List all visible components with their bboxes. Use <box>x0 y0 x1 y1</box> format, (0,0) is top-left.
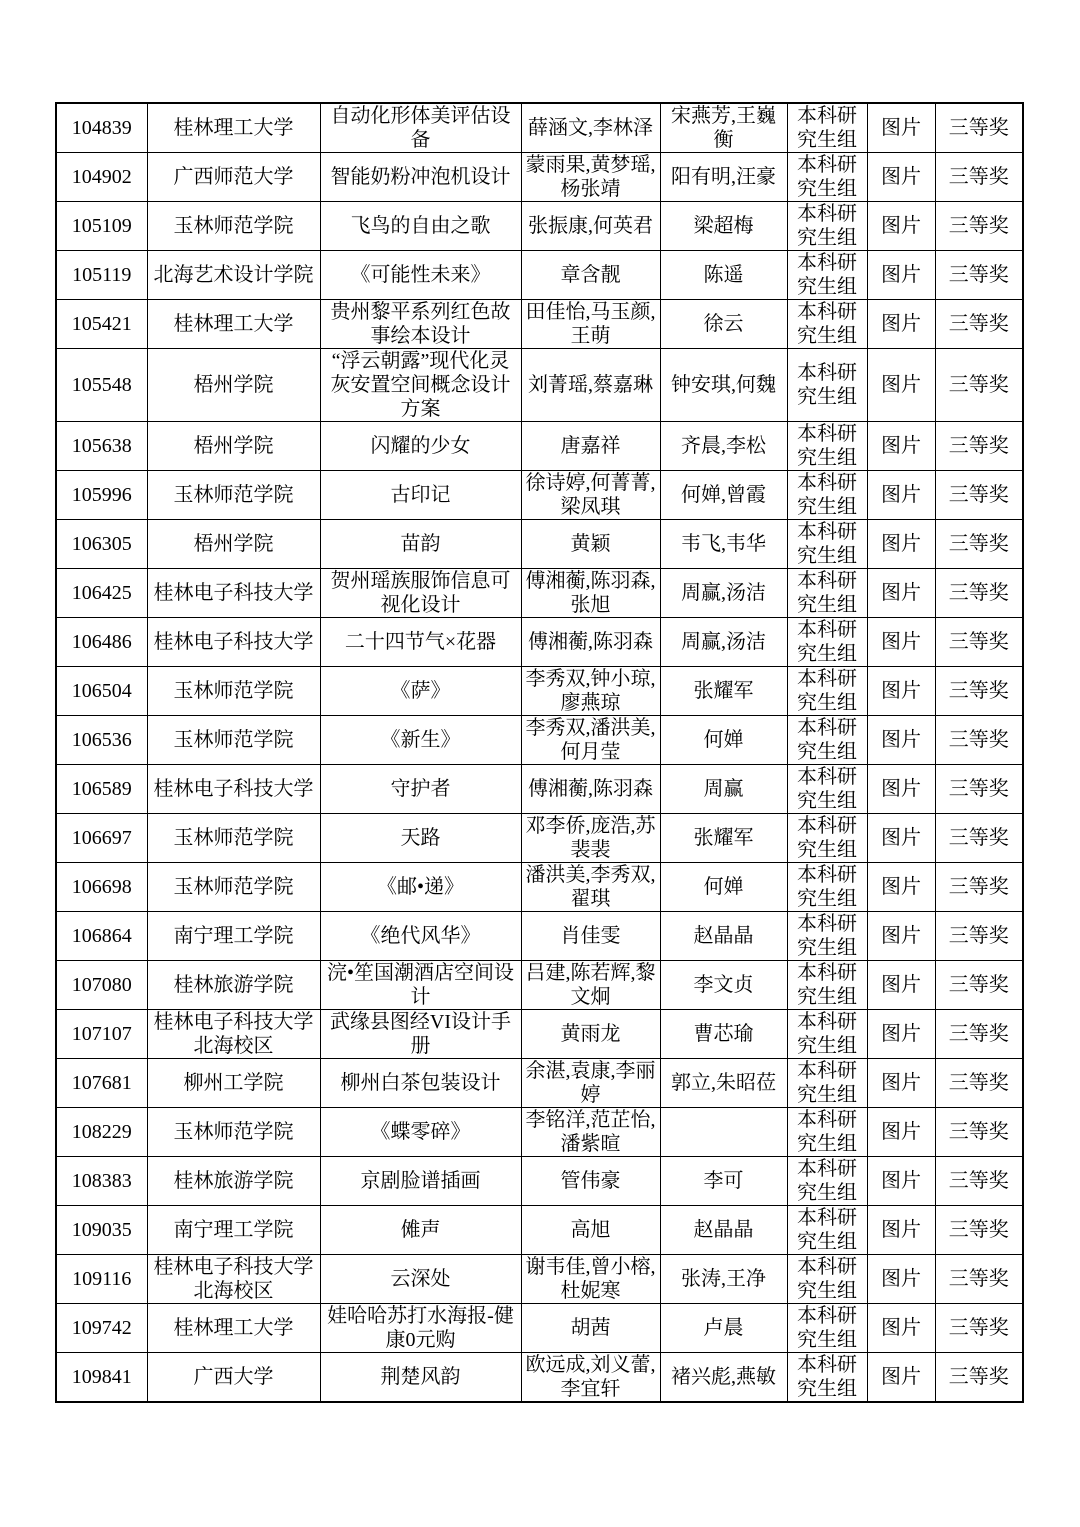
cell-authors: 黄颖 <box>521 520 660 569</box>
cell-advisors: 褚兴彪,燕敏 <box>660 1353 787 1403</box>
cell-type: 图片 <box>867 1304 935 1353</box>
cell-school: 桂林电子科技大学北海校区 <box>147 1255 320 1304</box>
cell-award: 三等奖 <box>935 1304 1023 1353</box>
cell-advisors: 张涛,王净 <box>660 1255 787 1304</box>
cell-type: 图片 <box>867 765 935 814</box>
cell-authors: 高旭 <box>521 1206 660 1255</box>
table-row <box>56 716 1023 765</box>
cell-title: 贺州瑶族服饰信息可视化设计 <box>320 569 521 618</box>
table-row <box>56 1353 1023 1403</box>
cell-type: 图片 <box>867 1157 935 1206</box>
cell-authors: 谢韦佳,曾小榕,杜妮寒 <box>521 1255 660 1304</box>
cell-id: 106697 <box>56 814 147 863</box>
cell-id: 106425 <box>56 569 147 618</box>
cell-advisors: 何婵,曾霞 <box>660 471 787 520</box>
cell-type: 图片 <box>867 471 935 520</box>
cell-type: 图片 <box>867 912 935 961</box>
cell-award: 三等奖 <box>935 1255 1023 1304</box>
cell-school: 玉林师范学院 <box>147 1108 320 1157</box>
cell-id: 105109 <box>56 202 147 251</box>
cell-award: 三等奖 <box>935 765 1023 814</box>
cell-group: 本科研究生组 <box>787 814 867 863</box>
cell-group: 本科研究生组 <box>787 667 867 716</box>
cell-school: 桂林电子科技大学 <box>147 618 320 667</box>
table-row <box>56 765 1023 814</box>
cell-type: 图片 <box>867 1108 935 1157</box>
table-row <box>56 1010 1023 1059</box>
cell-award: 三等奖 <box>935 1157 1023 1206</box>
table-row <box>56 667 1023 716</box>
cell-title: 守护者 <box>320 765 521 814</box>
cell-school: 梧州学院 <box>147 349 320 422</box>
cell-group: 本科研究生组 <box>787 1157 867 1206</box>
cell-advisors: 韦飞,韦华 <box>660 520 787 569</box>
cell-advisors: 何婵 <box>660 863 787 912</box>
cell-group: 本科研究生组 <box>787 716 867 765</box>
table-row <box>56 961 1023 1010</box>
cell-authors: 潘洪美,李秀双,翟琪 <box>521 863 660 912</box>
cell-group: 本科研究生组 <box>787 153 867 202</box>
cell-id: 106536 <box>56 716 147 765</box>
cell-id: 105548 <box>56 349 147 422</box>
cell-group: 本科研究生组 <box>787 349 867 422</box>
cell-id: 109742 <box>56 1304 147 1353</box>
cell-id: 106486 <box>56 618 147 667</box>
cell-group: 本科研究生组 <box>787 1010 867 1059</box>
table-row <box>56 1157 1023 1206</box>
table-row <box>56 863 1023 912</box>
cell-school: 梧州学院 <box>147 422 320 471</box>
cell-group: 本科研究生组 <box>787 569 867 618</box>
cell-school: 北海艺术设计学院 <box>147 251 320 300</box>
cell-school: 玉林师范学院 <box>147 814 320 863</box>
cell-authors: 张振康,何英君 <box>521 202 660 251</box>
cell-title: 荆楚风韵 <box>320 1353 521 1403</box>
cell-advisors: 李可 <box>660 1157 787 1206</box>
cell-id: 109116 <box>56 1255 147 1304</box>
cell-authors: 李秀双,钟小琼,廖燕琼 <box>521 667 660 716</box>
cell-authors: 章含靓 <box>521 251 660 300</box>
cell-group: 本科研究生组 <box>787 912 867 961</box>
cell-group: 本科研究生组 <box>787 422 867 471</box>
cell-award: 三等奖 <box>935 716 1023 765</box>
cell-authors: 肖佳雯 <box>521 912 660 961</box>
cell-advisors: 赵晶晶 <box>660 1206 787 1255</box>
cell-id: 106305 <box>56 520 147 569</box>
cell-type: 图片 <box>867 520 935 569</box>
cell-advisors: 周赢 <box>660 765 787 814</box>
cell-type: 图片 <box>867 422 935 471</box>
cell-award: 三等奖 <box>935 471 1023 520</box>
cell-id: 106864 <box>56 912 147 961</box>
cell-type: 图片 <box>867 667 935 716</box>
cell-group: 本科研究生组 <box>787 471 867 520</box>
cell-id: 106504 <box>56 667 147 716</box>
cell-type: 图片 <box>867 1010 935 1059</box>
cell-authors: 傅湘蘅,陈羽森,张旭 <box>521 569 660 618</box>
cell-type: 图片 <box>867 1059 935 1108</box>
cell-id: 104902 <box>56 153 147 202</box>
cell-title: 武缘县图经VI设计手册 <box>320 1010 521 1059</box>
cell-id: 106589 <box>56 765 147 814</box>
cell-type: 图片 <box>867 1353 935 1403</box>
cell-advisors: 郭立,朱昭莅 <box>660 1059 787 1108</box>
table-row <box>56 103 1023 153</box>
cell-award: 三等奖 <box>935 961 1023 1010</box>
cell-school: 广西大学 <box>147 1353 320 1403</box>
cell-school: 玉林师范学院 <box>147 716 320 765</box>
award-table <box>55 102 1024 1403</box>
cell-school: 桂林电子科技大学 <box>147 765 320 814</box>
cell-id: 108383 <box>56 1157 147 1206</box>
table-row <box>56 251 1023 300</box>
cell-advisors: 周赢,汤洁 <box>660 569 787 618</box>
cell-advisors: 阳有明,汪豪 <box>660 153 787 202</box>
cell-title: 云深处 <box>320 1255 521 1304</box>
cell-advisors <box>660 1108 787 1157</box>
cell-title: 《新生》 <box>320 716 521 765</box>
cell-title: 柳州白茶包装设计 <box>320 1059 521 1108</box>
cell-title: 娃哈哈苏打水海报-健康0元购 <box>320 1304 521 1353</box>
table-row <box>56 202 1023 251</box>
cell-title: 苗韵 <box>320 520 521 569</box>
table-row <box>56 1304 1023 1353</box>
cell-id: 105421 <box>56 300 147 349</box>
cell-type: 图片 <box>867 569 935 618</box>
cell-id: 106698 <box>56 863 147 912</box>
cell-group: 本科研究生组 <box>787 765 867 814</box>
cell-type: 图片 <box>867 202 935 251</box>
table-row <box>56 912 1023 961</box>
cell-title: 《邮•递》 <box>320 863 521 912</box>
cell-authors: 李铭洋,范芷怡,潘紫暄 <box>521 1108 660 1157</box>
cell-authors: 刘菁瑶,蔡嘉琳 <box>521 349 660 422</box>
cell-school: 柳州工学院 <box>147 1059 320 1108</box>
cell-school: 玉林师范学院 <box>147 202 320 251</box>
cell-group: 本科研究生组 <box>787 1206 867 1255</box>
cell-title: 京剧脸谱插画 <box>320 1157 521 1206</box>
cell-authors: 欧远成,刘义蕾,李宜轩 <box>521 1353 660 1403</box>
cell-award: 三等奖 <box>935 103 1023 153</box>
table-row <box>56 422 1023 471</box>
cell-award: 三等奖 <box>935 667 1023 716</box>
table-row <box>56 814 1023 863</box>
cell-advisors: 张耀军 <box>660 814 787 863</box>
cell-group: 本科研究生组 <box>787 618 867 667</box>
cell-title: 闪耀的少女 <box>320 422 521 471</box>
cell-id: 109841 <box>56 1353 147 1403</box>
cell-id: 107107 <box>56 1010 147 1059</box>
cell-type: 图片 <box>867 1206 935 1255</box>
cell-title: 二十四节气×花器 <box>320 618 521 667</box>
cell-school: 桂林理工大学 <box>147 1304 320 1353</box>
table-row <box>56 1255 1023 1304</box>
cell-title: 《绝代风华》 <box>320 912 521 961</box>
cell-type: 图片 <box>867 300 935 349</box>
cell-group: 本科研究生组 <box>787 300 867 349</box>
cell-award: 三等奖 <box>935 1108 1023 1157</box>
cell-type: 图片 <box>867 814 935 863</box>
cell-type: 图片 <box>867 716 935 765</box>
cell-group: 本科研究生组 <box>787 103 867 153</box>
cell-school: 玉林师范学院 <box>147 471 320 520</box>
cell-school: 南宁理工学院 <box>147 912 320 961</box>
cell-award: 三等奖 <box>935 1353 1023 1403</box>
cell-advisors: 李文贞 <box>660 961 787 1010</box>
cell-authors: 邓李侨,庞浩,苏裴裴 <box>521 814 660 863</box>
cell-advisors: 周赢,汤洁 <box>660 618 787 667</box>
table-row <box>56 520 1023 569</box>
cell-type: 图片 <box>867 349 935 422</box>
cell-award: 三等奖 <box>935 1206 1023 1255</box>
cell-award: 三等奖 <box>935 814 1023 863</box>
cell-authors: 管伟豪 <box>521 1157 660 1206</box>
cell-authors: 薛涵文,李林泽 <box>521 103 660 153</box>
cell-authors: 李秀双,潘洪美,何月莹 <box>521 716 660 765</box>
cell-advisors: 曹芯瑜 <box>660 1010 787 1059</box>
cell-school: 南宁理工学院 <box>147 1206 320 1255</box>
cell-school: 桂林电子科技大学北海校区 <box>147 1010 320 1059</box>
cell-id: 105638 <box>56 422 147 471</box>
cell-school: 广西师范大学 <box>147 153 320 202</box>
cell-title: 古印记 <box>320 471 521 520</box>
cell-authors: 黄雨龙 <box>521 1010 660 1059</box>
cell-advisors: 宋燕芳,王巍衡 <box>660 103 787 153</box>
cell-award: 三等奖 <box>935 912 1023 961</box>
cell-award: 三等奖 <box>935 863 1023 912</box>
cell-id: 107080 <box>56 961 147 1010</box>
table-row <box>56 569 1023 618</box>
cell-award: 三等奖 <box>935 422 1023 471</box>
cell-group: 本科研究生组 <box>787 1108 867 1157</box>
cell-type: 图片 <box>867 961 935 1010</box>
cell-title: 飞鸟的自由之歌 <box>320 202 521 251</box>
cell-school: 桂林理工大学 <box>147 103 320 153</box>
cell-type: 图片 <box>867 863 935 912</box>
cell-authors: 唐嘉祥 <box>521 422 660 471</box>
cell-award: 三等奖 <box>935 300 1023 349</box>
cell-authors: 傅湘蘅,陈羽森 <box>521 618 660 667</box>
cell-title: 《萨》 <box>320 667 521 716</box>
table-row <box>56 471 1023 520</box>
cell-award: 三等奖 <box>935 153 1023 202</box>
table-row <box>56 1108 1023 1157</box>
cell-authors: 蒙雨果,黄梦瑶,杨张靖 <box>521 153 660 202</box>
cell-group: 本科研究生组 <box>787 1059 867 1108</box>
cell-group: 本科研究生组 <box>787 1255 867 1304</box>
cell-school: 桂林理工大学 <box>147 300 320 349</box>
cell-school: 桂林电子科技大学 <box>147 569 320 618</box>
cell-advisors: 张耀军 <box>660 667 787 716</box>
cell-advisors: 卢晨 <box>660 1304 787 1353</box>
cell-group: 本科研究生组 <box>787 520 867 569</box>
cell-advisors: 赵晶晶 <box>660 912 787 961</box>
cell-authors: 吕建,陈若辉,黎文炯 <box>521 961 660 1010</box>
cell-authors: 傅湘蘅,陈羽森 <box>521 765 660 814</box>
cell-authors: 余湛,袁康,李丽婷 <box>521 1059 660 1108</box>
cell-school: 桂林旅游学院 <box>147 1157 320 1206</box>
cell-title: 傩声 <box>320 1206 521 1255</box>
cell-award: 三等奖 <box>935 251 1023 300</box>
cell-type: 图片 <box>867 1255 935 1304</box>
cell-award: 三等奖 <box>935 569 1023 618</box>
cell-group: 本科研究生组 <box>787 863 867 912</box>
cell-authors: 田佳怡,马玉颜,王萌 <box>521 300 660 349</box>
table-row <box>56 1059 1023 1108</box>
cell-group: 本科研究生组 <box>787 1353 867 1403</box>
cell-award: 三等奖 <box>935 618 1023 667</box>
cell-title: 浣•笙国潮酒店空间设计 <box>320 961 521 1010</box>
table-body <box>56 103 1023 1402</box>
cell-type: 图片 <box>867 153 935 202</box>
cell-award: 三等奖 <box>935 349 1023 422</box>
cell-school: 玉林师范学院 <box>147 667 320 716</box>
cell-id: 108229 <box>56 1108 147 1157</box>
cell-group: 本科研究生组 <box>787 961 867 1010</box>
cell-group: 本科研究生组 <box>787 202 867 251</box>
cell-award: 三等奖 <box>935 520 1023 569</box>
cell-group: 本科研究生组 <box>787 251 867 300</box>
cell-advisors: 齐晨,李松 <box>660 422 787 471</box>
cell-id: 105996 <box>56 471 147 520</box>
cell-advisors: 徐云 <box>660 300 787 349</box>
cell-advisors: 梁超梅 <box>660 202 787 251</box>
cell-school: 玉林师范学院 <box>147 863 320 912</box>
cell-type: 图片 <box>867 103 935 153</box>
cell-type: 图片 <box>867 618 935 667</box>
cell-id: 109035 <box>56 1206 147 1255</box>
table-row <box>56 1206 1023 1255</box>
cell-advisors: 钟安琪,何魏 <box>660 349 787 422</box>
table-row <box>56 153 1023 202</box>
cell-id: 105119 <box>56 251 147 300</box>
cell-advisors: 何婵 <box>660 716 787 765</box>
cell-title: 贵州黎平系列红色故事绘本设计 <box>320 300 521 349</box>
table-row <box>56 300 1023 349</box>
cell-advisors: 陈遥 <box>660 251 787 300</box>
cell-authors: 徐诗婷,何菁菁,梁凤琪 <box>521 471 660 520</box>
cell-authors: 胡茜 <box>521 1304 660 1353</box>
cell-award: 三等奖 <box>935 202 1023 251</box>
table-row <box>56 618 1023 667</box>
cell-id: 107681 <box>56 1059 147 1108</box>
cell-title: 智能奶粉冲泡机设计 <box>320 153 521 202</box>
cell-id: 104839 <box>56 103 147 153</box>
cell-school: 梧州学院 <box>147 520 320 569</box>
cell-title: 《蝶零碎》 <box>320 1108 521 1157</box>
cell-school: 桂林旅游学院 <box>147 961 320 1010</box>
table-row <box>56 349 1023 422</box>
cell-award: 三等奖 <box>935 1010 1023 1059</box>
cell-title: 自动化形体美评估设备 <box>320 103 521 153</box>
cell-group: 本科研究生组 <box>787 1304 867 1353</box>
cell-title: 《可能性未来》 <box>320 251 521 300</box>
cell-title: 天路 <box>320 814 521 863</box>
cell-award: 三等奖 <box>935 1059 1023 1108</box>
cell-title: “浮云朝露”现代化灵灰安置空间概念设计方案 <box>320 349 521 422</box>
cell-type: 图片 <box>867 251 935 300</box>
